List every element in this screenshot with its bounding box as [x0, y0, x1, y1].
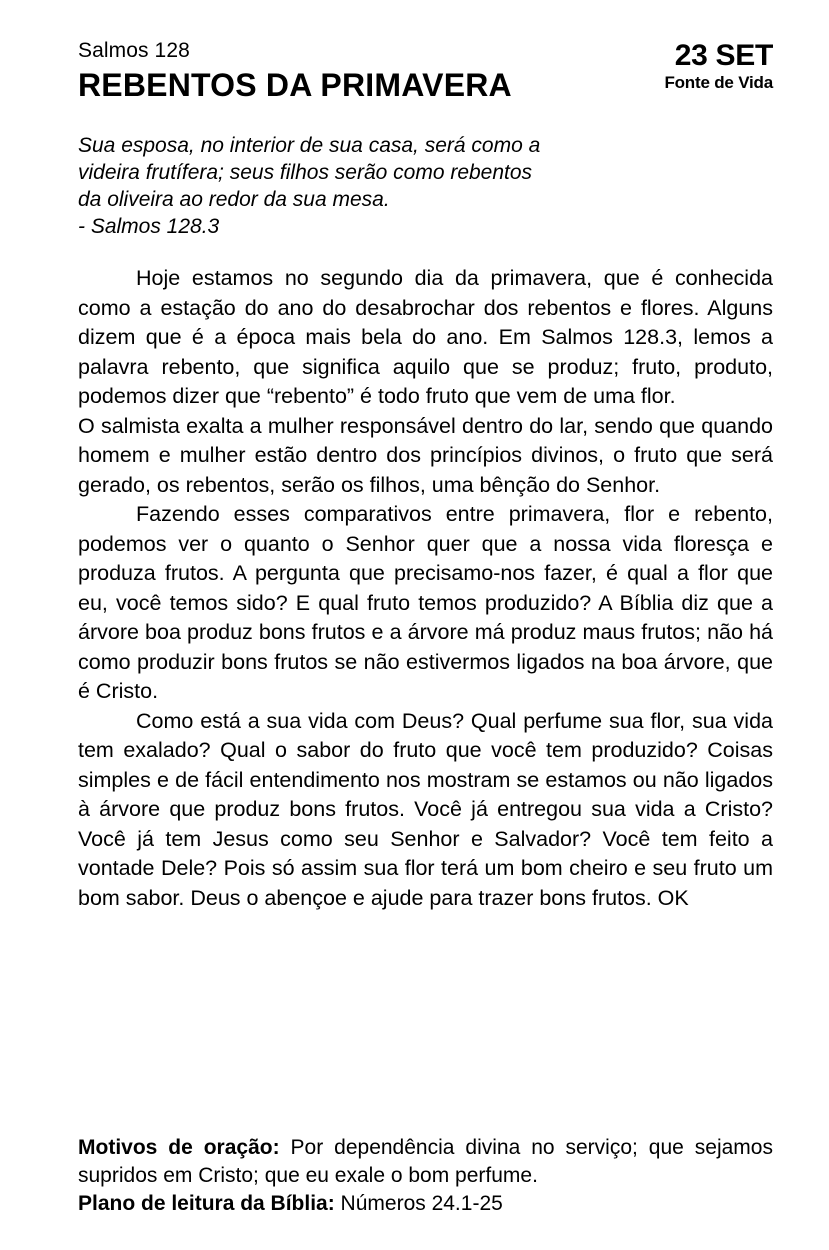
- body-paragraph-2: O salmista exalta a mulher responsável dentro do lar, sendo que quando homem e mulher estão dentro dos princípios divinos, o fruto que será gerado, os rebentos, serão os filhos, uma bênção do Senhor.: [78, 413, 773, 497]
- prayer-text: Por dependência divina no serviço; que sejamos supridos em Cristo; que eu exale o bom perfume.: [78, 1136, 773, 1187]
- body-paragraph-1: Hoje estamos no segundo dia da primavera, que é conhecida como a estação do ano do desabrochar dos rebentos e flores. Alguns dizem que é a época mais bela do ano. Em Salmos 128.3, lemos a palavra rebento, que significa aquilo que se produz; fruto, produto, podemos dizer que “rebento” é todo fruto que vem de uma flor.: [78, 266, 773, 408]
- devotional-body: [78, 264, 773, 913]
- psalm-reference: Salmos 128: [78, 39, 190, 62]
- page-title: REBENTOS DA PRIMAVERA: [78, 67, 512, 103]
- page-footer: [78, 1134, 773, 1218]
- reading-text: Números 24.1-25: [334, 1192, 503, 1215]
- reading-label: Plano de leitura da Bíblia:: [78, 1192, 335, 1215]
- prayer-label: Motivos de oração:: [78, 1136, 280, 1159]
- header-right-block: [664, 40, 773, 93]
- brand-label: Fonte de Vida: [664, 73, 773, 92]
- verse-source: - Salmos 128.3: [78, 215, 220, 238]
- verse-line-2: videira frutífera; seus filhos serão como rebentos: [78, 161, 533, 184]
- prayer-line: [78, 1134, 773, 1190]
- body-paragraph-3: Fazendo esses comparativos entre primavera, flor e rebento, podemos ver o quanto o Senhor quer que a nossa vida floresça e produza frutos. A pergunta que precisamo-nos fazer, é qual a flor que eu, você temos sido? E qual fruto temos produzido? A Bíblia diz que a árvore boa produz bons frutos e a árvore má produz maus frutos; não há como produzir bons frutos se não estivermos ligados na boa árvore, que é Cristo.: [78, 502, 773, 703]
- page-header: [78, 38, 773, 106]
- body-paragraph-4: Como está a sua vida com Deus? Qual perfume sua flor, sua vida tem exalado? Qual o sabor do fruto que você tem produzido? Coisas simples e de fácil entendimento nos mostram se estamos ou não ligados à árvore que produz bons frutos. Você já entregou sua vida a Cristo? Você já tem Jesus como seu Senhor e Salvador? Você tem feito a vontade Dele? Pois só assim sua flor terá um bom cheiro e seu fruto um bom sabor. Deus o abençoe e ajude para trazer bons frutos. OK: [78, 708, 773, 910]
- date-label: 23 SET: [674, 39, 773, 72]
- verse-block: [78, 132, 773, 240]
- header-left-block: [78, 38, 678, 104]
- reading-line: [78, 1190, 773, 1218]
- verse-line-1: Sua esposa, no interior de sua casa, será como a: [78, 134, 541, 157]
- verse-line-3: da oliveira ao redor da sua mesa.: [78, 188, 390, 211]
